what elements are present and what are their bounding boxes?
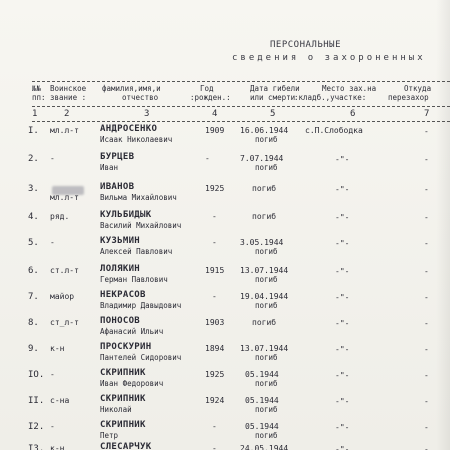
row-number: I3. xyxy=(28,444,45,450)
surname: ИВАНОВ xyxy=(100,182,135,192)
surname: СЛЕСАРЧУК xyxy=(100,442,152,450)
ditto-mark: -"- xyxy=(335,239,350,248)
surname: КУЗЬМИН xyxy=(100,236,141,246)
birth-year: - xyxy=(212,292,217,301)
table-row xyxy=(0,342,450,366)
row-number: 4. xyxy=(28,212,39,222)
ditto-mark: -"- xyxy=(335,319,350,328)
death-note: погиб xyxy=(255,405,278,414)
table-row xyxy=(0,236,450,260)
header-top-rule xyxy=(32,81,450,82)
surname: СКРИПНИК xyxy=(100,368,146,378)
header-col3-line1: фамилия,имя,и xyxy=(102,84,161,93)
death-note: погиб xyxy=(255,431,278,440)
row-number: I2. xyxy=(28,422,45,432)
death-date: 05.1944 xyxy=(245,422,279,431)
birth-year: - xyxy=(212,422,217,431)
death-note: погиб xyxy=(255,301,278,310)
birth-year: 1915 xyxy=(205,266,225,275)
military-rank: к-н xyxy=(50,444,65,450)
origin-dash: - xyxy=(424,185,429,194)
ditto-mark: -"- xyxy=(335,293,350,302)
row-number: 2. xyxy=(28,154,39,164)
burial-place: с.П.Слободка xyxy=(305,126,363,135)
table-row xyxy=(0,210,450,234)
birth-year: 1894 xyxy=(205,344,225,353)
death-note: погиб xyxy=(255,247,278,256)
death-note: погиб xyxy=(255,379,278,388)
death-note: погиб xyxy=(255,275,278,284)
death-date: погиб xyxy=(252,184,277,193)
given-name: Владимир Давыдович xyxy=(100,301,182,310)
ditto-mark: -"- xyxy=(335,185,350,194)
header-col7-line1: Откуда xyxy=(404,84,432,93)
ditto-mark: -"- xyxy=(335,397,350,406)
military-rank: - xyxy=(50,154,55,163)
table-row xyxy=(0,442,450,450)
numbering-bottom-rule xyxy=(32,121,450,122)
table-row xyxy=(0,420,450,444)
death-date: погиб xyxy=(252,318,277,327)
military-rank: - xyxy=(50,370,55,379)
column-number: 6 xyxy=(350,109,356,119)
given-name: Афанасий Ильич xyxy=(100,327,164,336)
origin-dash: - xyxy=(424,345,429,354)
column-number: 3 xyxy=(144,109,150,119)
given-name: Вильма Михайлович xyxy=(100,193,177,202)
origin-dash: - xyxy=(424,213,429,222)
header-bottom-rule xyxy=(32,106,450,107)
origin-dash: - xyxy=(424,293,429,302)
header-col3-line2: отчество xyxy=(122,93,159,102)
surname: СКРИПНИК xyxy=(100,394,146,404)
given-name: Николай xyxy=(100,405,132,414)
military-rank: - xyxy=(50,238,55,247)
death-date: погиб xyxy=(252,212,277,221)
surname: НЕКРАСОВ xyxy=(100,290,146,300)
surname: БУРЦЕВ xyxy=(100,152,135,162)
row-number: 8. xyxy=(28,318,39,328)
ditto-mark: -"- xyxy=(335,371,350,380)
header-col2-line2: звание : xyxy=(50,93,87,102)
military-rank: мл.л-т xyxy=(50,193,79,202)
given-name: Исаак Николаевич xyxy=(100,135,173,144)
header-col1-line1: №№ xyxy=(32,84,42,93)
row-number: 9. xyxy=(28,344,39,354)
surname: ЛОЛЯКИН xyxy=(100,264,141,274)
birth-year: 1925 xyxy=(205,184,225,193)
table-row xyxy=(0,264,450,288)
table-row xyxy=(0,368,450,392)
death-date: 13.07.1944 xyxy=(240,344,289,353)
origin-dash: - xyxy=(424,267,429,276)
column-numbering xyxy=(32,109,450,121)
given-name: Иван Федорович xyxy=(100,379,164,388)
surname: КУЛЬБИДЫК xyxy=(100,210,152,220)
birth-year: - xyxy=(205,154,210,163)
row-number: 6. xyxy=(28,266,39,276)
military-rank: ряд. xyxy=(50,212,70,221)
death-date: 24.05.1944 xyxy=(240,444,289,450)
column-number: 1 xyxy=(32,109,38,119)
row-number: IO. xyxy=(28,370,45,380)
military-rank: к-н xyxy=(50,344,65,353)
table-row xyxy=(0,152,450,176)
military-rank: майор xyxy=(50,292,75,301)
origin-dash: - xyxy=(424,319,429,328)
header-col5-line2: или смерти xyxy=(250,93,296,102)
birth-year: - xyxy=(212,444,217,450)
origin-dash: - xyxy=(424,423,429,432)
death-date: 05.1944 xyxy=(245,370,279,379)
row-number: 7. xyxy=(28,292,39,302)
death-note: погиб xyxy=(255,163,278,172)
column-number: 2 xyxy=(64,109,70,119)
birth-year: 1925 xyxy=(205,370,225,379)
death-date: 05.1944 xyxy=(245,396,279,405)
table-row xyxy=(0,394,450,418)
header-col7-line2: перезахор xyxy=(388,93,429,102)
military-rank: ст_л-т xyxy=(50,318,79,327)
origin-dash: - xyxy=(424,371,429,380)
birth-year: 1909 xyxy=(205,126,225,135)
document-title: ПЕРСОНАЛЬНЫЕ xyxy=(270,40,342,50)
given-name: Герман Павлович xyxy=(100,275,168,284)
birth-year: - xyxy=(212,212,217,221)
birth-year: - xyxy=(212,238,217,247)
table-header xyxy=(32,84,450,106)
ditto-mark: -"- xyxy=(335,155,350,164)
document-subtitle: сведения о захороненных xyxy=(232,53,426,63)
given-name: Петр xyxy=(100,431,119,440)
military-rank: с-на xyxy=(50,396,70,405)
military-rank: - xyxy=(50,422,55,431)
given-name: Иван xyxy=(100,163,119,172)
surname: ПРОСКУРИН xyxy=(100,342,152,352)
ditto-mark: -"- xyxy=(335,267,350,276)
row-number: II. xyxy=(28,396,45,406)
table-row xyxy=(0,182,450,206)
death-date: 19.04.1944 xyxy=(240,292,289,301)
row-number: 3. xyxy=(28,184,39,194)
surname: СКРИПНИК xyxy=(100,420,146,430)
birth-year: 1903 xyxy=(205,318,225,327)
death-note: погиб xyxy=(255,135,278,144)
header-col6-line1: Место зах.на xyxy=(322,84,377,93)
military-rank: ст.л-т xyxy=(50,266,79,275)
death-note: погиб xyxy=(255,353,278,362)
birth-year: 1924 xyxy=(205,396,225,405)
military-rank: мл.л-т xyxy=(50,126,79,135)
origin-dash: - xyxy=(424,127,429,136)
surname: АНДРОСЕНКО xyxy=(100,124,158,134)
row-number: I. xyxy=(28,126,39,136)
header-col4-line2: :рожден.: xyxy=(190,93,231,102)
header-col5-line1: Дата гибели xyxy=(250,84,300,93)
header-col2-line1: Воинское xyxy=(50,84,87,93)
given-name: Алексей Павлович xyxy=(100,247,173,256)
ditto-mark: -"- xyxy=(335,345,350,354)
column-number: 5 xyxy=(270,109,276,119)
header-col1-line2: пп: xyxy=(32,93,46,102)
death-date: 16.06.1944 xyxy=(240,126,289,135)
given-name: Пантелей Сидорович xyxy=(100,353,182,362)
death-date: 7.07.1944 xyxy=(240,154,284,163)
row-number: 5. xyxy=(28,238,39,248)
header-col6-line2: :кладб.,участке: xyxy=(294,93,367,102)
column-number: 7 xyxy=(424,109,430,119)
death-date: 13.07.1944 xyxy=(240,266,289,275)
ditto-mark: -"- xyxy=(335,213,350,222)
header-col4-line1: Год xyxy=(200,84,214,93)
table-row xyxy=(0,290,450,314)
origin-dash: - xyxy=(424,239,429,248)
table-row xyxy=(0,124,450,148)
origin-dash: - xyxy=(424,155,429,164)
column-number: 4 xyxy=(212,109,218,119)
death-date: 3.05.1944 xyxy=(240,238,284,247)
surname: ПОНОСОВ xyxy=(100,316,141,326)
given-name: Василий Михайлович xyxy=(100,221,182,230)
table-row xyxy=(0,316,450,340)
ditto-mark: -"- xyxy=(335,423,350,432)
origin-dash: - xyxy=(424,445,429,450)
ditto-mark: -"- xyxy=(335,445,350,450)
origin-dash: - xyxy=(424,397,429,406)
